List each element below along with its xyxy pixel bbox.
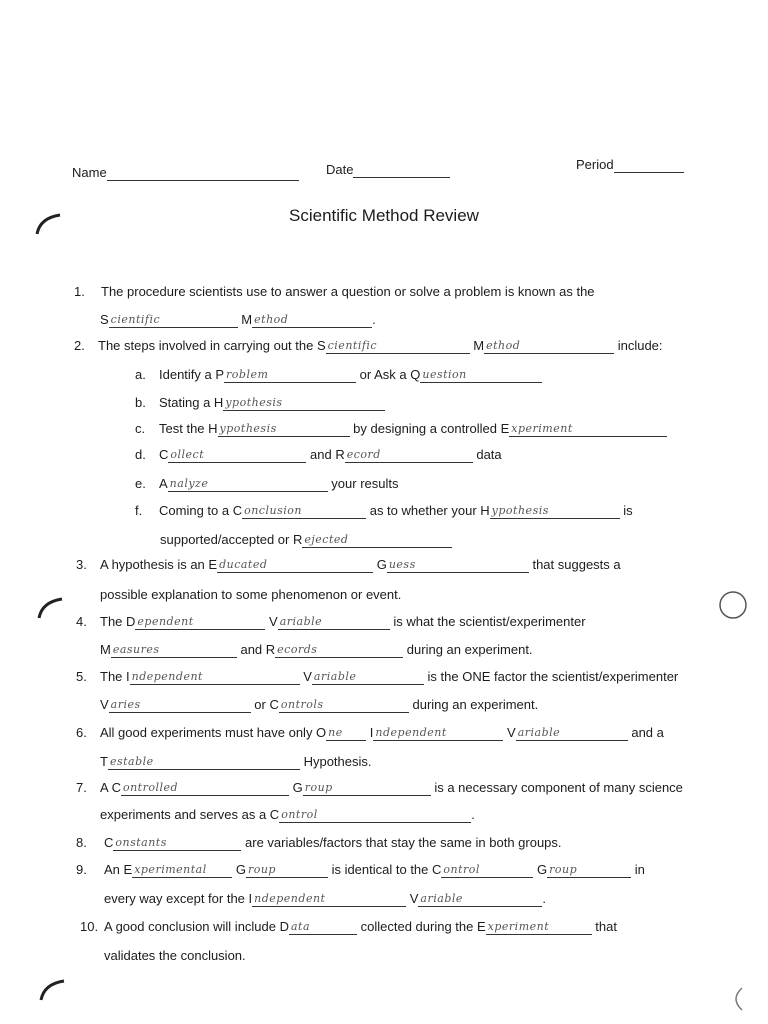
answer-blank[interactable]: ne (326, 725, 366, 741)
prompt-letter: V (303, 669, 312, 684)
name-row (72, 165, 299, 181)
answer-blank[interactable]: cientific (109, 312, 238, 328)
question-text: The D (100, 614, 136, 629)
step-text: is (623, 503, 633, 518)
prompt-letter: V (409, 891, 419, 906)
question-6-line-2 (100, 754, 372, 770)
name-label: Name (72, 165, 107, 180)
answer-blank[interactable]: xperiment (486, 919, 592, 935)
date-field[interactable] (353, 162, 450, 178)
answer-blank[interactable]: onclusion (242, 503, 366, 519)
question-1 (74, 284, 595, 300)
question-number: 4. (76, 614, 87, 629)
answer-blank[interactable]: cientific (326, 338, 470, 354)
answer-blank[interactable]: ariable (278, 614, 390, 630)
question-text: collected during the E (360, 919, 486, 934)
prompt-letter: T (100, 754, 108, 769)
prompt-letter: G (292, 780, 303, 795)
punctuation: . (471, 807, 475, 822)
question-number: 5. (76, 669, 87, 684)
prompt-letter: G (235, 862, 246, 877)
answer-blank[interactable]: ecord (345, 447, 473, 463)
step-text: and R (310, 447, 345, 462)
question-7-line-2 (100, 807, 475, 823)
step-letter: e. (135, 476, 146, 491)
question-text: experiments and serves as a C (100, 807, 280, 822)
question-10-line-2: validates the conclusion. (104, 948, 246, 963)
question-text: Hypothesis. (303, 754, 372, 769)
answer-blank[interactable]: ethod (252, 312, 372, 328)
question-text: during an experiment. (412, 697, 539, 712)
step-f-continued (160, 532, 452, 548)
answer-blank[interactable]: estable (108, 754, 300, 770)
answer-blank[interactable]: ariable (418, 891, 542, 907)
step-text: your results (331, 476, 399, 491)
step-text: supported/accepted or R (160, 532, 303, 547)
answer-blank[interactable]: ata (289, 919, 357, 935)
answer-blank[interactable]: ducated (217, 557, 373, 573)
prompt-letter: G (537, 862, 548, 877)
question-text: and a (631, 725, 664, 740)
step-text: Test the H (159, 421, 218, 436)
step-text: by designing a controlled E (353, 421, 510, 436)
prompt-letter: V (507, 725, 516, 740)
hole-punch-mark (38, 978, 68, 1004)
hole-punch-mark (34, 212, 64, 238)
step-letter: c. (135, 421, 146, 436)
question-number: 2. (74, 338, 85, 353)
question-4-line-2 (100, 642, 533, 658)
answer-blank[interactable]: ejected (302, 532, 452, 548)
question-text: that suggests a (532, 557, 621, 572)
answer-blank[interactable]: xperimental (132, 862, 232, 878)
question-9-line-2 (104, 891, 546, 907)
question-text: The procedure scientists use to answer a question or solve a problem is known as the (101, 284, 595, 299)
question-text: during an experiment. (406, 642, 533, 657)
hole-punch-circle (716, 588, 750, 622)
answer-blank[interactable]: ariable (516, 725, 628, 741)
question-text: every way except for the I (104, 891, 253, 906)
answer-blank[interactable]: easures (111, 642, 237, 658)
question-number: 1. (74, 284, 85, 299)
question-7 (76, 780, 683, 796)
answer-blank[interactable]: onstants (113, 835, 241, 851)
step-f (135, 503, 633, 519)
answer-blank[interactable]: ependent (135, 614, 265, 630)
question-text: that (595, 919, 617, 934)
question-text: or C (254, 697, 279, 712)
question-3 (76, 557, 621, 573)
question-number: 6. (76, 725, 87, 740)
question-text: is a necessary component of many science (434, 780, 683, 795)
question-text: The I (100, 669, 130, 684)
hole-punch-circle (728, 984, 754, 1014)
prompt-letter: M (241, 312, 253, 327)
step-letter: d. (135, 447, 146, 462)
hole-punch-mark (36, 596, 66, 622)
question-text: A C (100, 780, 121, 795)
step-text: Identify a P (159, 367, 225, 382)
answer-blank[interactable]: uess (387, 557, 529, 573)
answer-blank[interactable]: roup (246, 862, 328, 878)
question-number: 10. (80, 919, 99, 934)
question-2 (74, 338, 663, 354)
answer-blank[interactable]: nalyze (168, 476, 328, 492)
answer-blank[interactable]: ontrol (441, 862, 533, 878)
answer-blank[interactable]: ontrolled (121, 780, 289, 796)
answer-blank[interactable]: ontrols (279, 697, 409, 713)
answer-blank[interactable]: ndependent (130, 669, 300, 685)
date-label: Date (326, 162, 354, 177)
step-e (135, 476, 399, 492)
answer-blank[interactable]: ndependent (373, 725, 503, 741)
prompt-letter: V (269, 614, 278, 629)
step-letter: f. (135, 503, 143, 518)
question-text: in (634, 862, 645, 877)
answer-blank[interactable]: ecords (275, 642, 403, 658)
name-field[interactable] (107, 165, 299, 181)
answer-blank[interactable]: roup (303, 780, 431, 796)
question-text: is identical to the C (331, 862, 442, 877)
answer-blank[interactable]: ypothesis (223, 395, 385, 411)
step-c (135, 421, 667, 437)
question-number: 8. (76, 835, 87, 850)
step-text: data (476, 447, 502, 462)
step-text: or Ask a Q (359, 367, 421, 382)
answer-blank[interactable]: ethod (484, 338, 614, 354)
punctuation: . (372, 312, 376, 327)
question-9 (76, 862, 645, 878)
question-text: The steps involved in carrying out the S (98, 338, 326, 353)
answer-blank[interactable]: ndependent (252, 891, 406, 907)
question-text: A good conclusion will include D (104, 919, 289, 934)
answer-blank[interactable]: ariable (312, 669, 424, 685)
question-text: is what the scientist/experimenter (393, 614, 586, 629)
period-row (576, 157, 684, 173)
page-title: Scientific Method Review (289, 206, 479, 225)
answer-blank[interactable]: roup (547, 862, 631, 878)
prompt-letter: S (100, 312, 109, 327)
question-text: are variables/factors that stay the same in both groups. (245, 835, 562, 850)
answer-blank[interactable]: ollect (168, 447, 306, 463)
question-text: include: (617, 338, 663, 353)
question-6 (76, 725, 664, 741)
step-text: C (159, 447, 169, 462)
answer-blank[interactable]: ypothesis (490, 503, 620, 519)
step-text: as to whether your H (369, 503, 490, 518)
question-text: and R (240, 642, 276, 657)
answer-blank[interactable]: roblem (224, 367, 356, 383)
step-text: Coming to a C (159, 503, 243, 518)
prompt-letter: C (104, 835, 114, 850)
prompt-letter: G (376, 557, 387, 572)
question-text: is the ONE factor the scientist/experimenter (427, 669, 679, 684)
question-number: 9. (76, 862, 87, 877)
period-field[interactable] (614, 157, 684, 173)
prompt-letter: M (100, 642, 111, 657)
question-8 (76, 835, 562, 851)
question-text: All good experiments must have only O (100, 725, 327, 740)
step-d (135, 447, 502, 463)
question-number: 7. (76, 780, 87, 795)
question-5-line-2 (100, 697, 538, 713)
answer-blank[interactable]: ypothesis (218, 421, 350, 437)
step-text: A (159, 476, 168, 491)
prompt-letter: I (369, 725, 374, 740)
question-1-line-2 (100, 312, 376, 328)
question-text: A hypothesis is an E (100, 557, 218, 572)
step-b (135, 395, 385, 411)
prompt-letter: V (100, 697, 109, 712)
answer-blank[interactable]: ontrol (279, 807, 471, 823)
question-10 (80, 919, 617, 935)
answer-blank[interactable]: xperiment (509, 421, 667, 437)
question-number: 3. (76, 557, 87, 572)
step-letter: b. (135, 395, 146, 410)
question-4 (76, 614, 586, 630)
question-3-line-2: possible explanation to some phenomenon or event. (100, 587, 402, 602)
punctuation: . (542, 891, 547, 906)
period-label: Period (576, 157, 614, 172)
date-row (326, 162, 450, 178)
question-5 (76, 669, 678, 685)
answer-blank[interactable]: aries (109, 697, 251, 713)
step-letter: a. (135, 367, 146, 382)
step-text: Stating a H (159, 395, 224, 410)
step-a (135, 367, 542, 383)
question-text: An E (104, 862, 133, 877)
prompt-letter: M (473, 338, 485, 353)
answer-blank[interactable]: uestion (420, 367, 542, 383)
